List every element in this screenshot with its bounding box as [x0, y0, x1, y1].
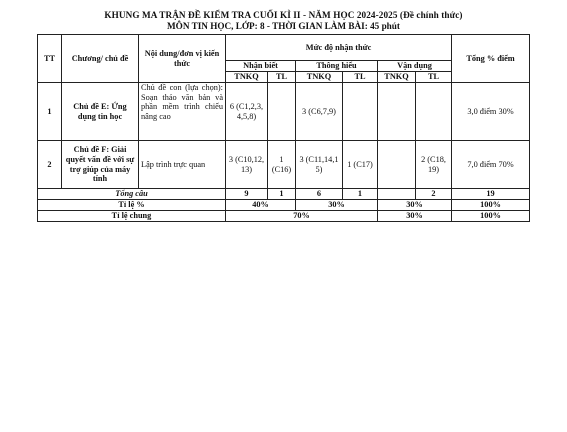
tong-cau-label: Tổng câu [38, 189, 226, 200]
header-row-1 [38, 35, 530, 61]
header-nb-tnkq: TNKQ [226, 72, 268, 83]
header-th-tl: TL [343, 72, 378, 83]
document-title: KHUNG MA TRẬN ĐỀ KIỂM TRA CUỐI KÌ II - NĂM HỌC 2024-2025 (Đề chính thức) [104, 10, 463, 20]
header-total-percent: Tổng % điểm [452, 35, 530, 83]
row-th-tl [343, 83, 378, 141]
row-th-tl: 1 (C17) [343, 141, 378, 189]
row-content: Lập trình trực quan [139, 141, 226, 189]
header-th-tnkq: TNKQ [296, 72, 343, 83]
row-th-tnkq: 3 (C11,14,1 5) [296, 141, 343, 189]
tong-cau-vd-tnkq [378, 189, 416, 200]
ti-le-chung-vd: 30% [378, 211, 452, 222]
row-content: Chủ đề con (lựa chọn): Soạn thảo văn bản và phần mềm trình chiếu nâng cao [139, 83, 226, 141]
row-chapter: Chủ đề F: Giải quyết vấn đề với sự trợ giúp của máy tính [62, 141, 139, 189]
tong-cau-total: 19 [452, 189, 530, 200]
row-nb-tl: 1 (C16) [268, 141, 296, 189]
summary-row-ti-le-chung [38, 211, 530, 222]
ti-le-van-dung: 30% [378, 200, 452, 211]
ti-le-label: Tỉ lệ % [38, 200, 226, 211]
tong-cau-nb-tnkq: 9 [226, 189, 268, 200]
ti-le-nhan-biet: 40% [226, 200, 296, 211]
header-vd-tnkq: TNKQ [378, 72, 416, 83]
table-row [38, 141, 530, 189]
row-tt: 1 [38, 83, 62, 141]
tong-cau-th-tl: 1 [343, 189, 378, 200]
tong-cau-vd-tl: 2 [416, 189, 452, 200]
tong-cau-nb-tl: 1 [268, 189, 296, 200]
header-content: Nội dung/đơn vị kiến thức [139, 35, 226, 83]
ti-le-total: 100% [452, 200, 530, 211]
row-vd-tl [416, 83, 452, 141]
header-nhan-biet: Nhận biết [226, 61, 296, 72]
row-total: 3,0 điểm 30% [452, 83, 530, 141]
header-van-dung: Vận dụng [378, 61, 452, 72]
row-vd-tnkq [378, 141, 416, 189]
header-vd-tl: TL [416, 72, 452, 83]
row-nb-tnkq: 6 (C1,2,3, 4,5,8) [226, 83, 268, 141]
assessment-matrix-table [37, 34, 530, 222]
header-levels: Mức độ nhận thức [226, 35, 452, 61]
tong-cau-th-tnkq: 6 [296, 189, 343, 200]
row-nb-tnkq: 3 (C10,12, 13) [226, 141, 268, 189]
row-total: 7,0 điểm 70% [452, 141, 530, 189]
table-row [38, 83, 530, 141]
ti-le-chung-total: 100% [452, 211, 530, 222]
document-subtitle: MÔN TIN HỌC, LỚP: 8 - THỜI GIAN LÀM BÀI: 45 phút [167, 21, 400, 31]
ti-le-chung-nb-th: 70% [226, 211, 378, 222]
header-chapter: Chương/ chủ đề [62, 35, 139, 83]
row-tt: 2 [38, 141, 62, 189]
row-nb-tl [268, 83, 296, 141]
row-th-tnkq: 3 (C6,7,9) [296, 83, 343, 141]
summary-row-tong-cau [38, 189, 530, 200]
ti-le-chung-label: Tỉ lệ chung [38, 211, 226, 222]
summary-row-ti-le [38, 200, 530, 211]
row-chapter: Chủ đề E: Ứng dụng tin học [62, 83, 139, 141]
row-vd-tnkq [378, 83, 416, 141]
row-vd-tl: 2 (C18, 19) [416, 141, 452, 189]
ti-le-thong-hieu: 30% [296, 200, 378, 211]
header-tt: TT [38, 35, 62, 83]
header-nb-tl: TL [268, 72, 296, 83]
header-thong-hieu: Thông hiểu [296, 61, 378, 72]
